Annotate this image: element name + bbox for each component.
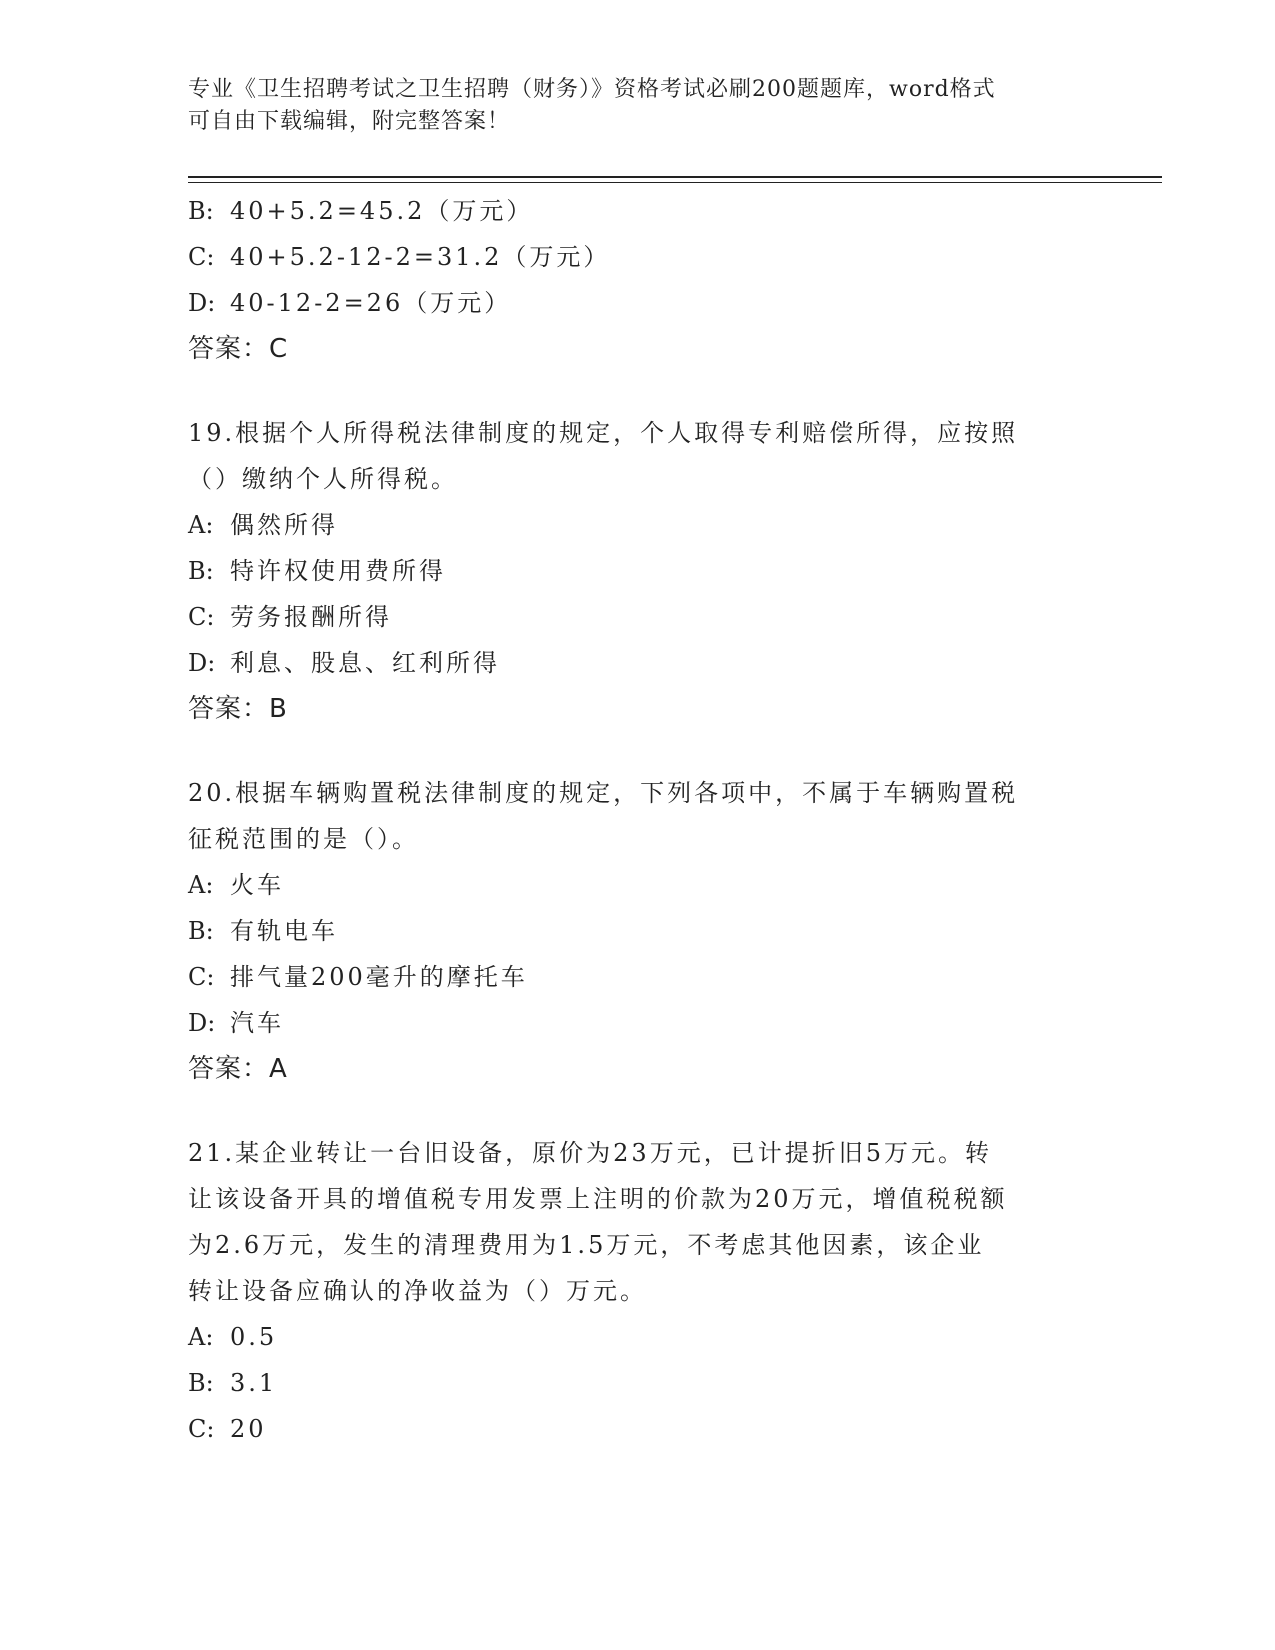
option-a bbox=[188, 1314, 1088, 1360]
stem-line: 19.根据个人所得税法律制度的规定，个人取得专利赔偿所得，应按照 bbox=[188, 419, 1019, 447]
option-label: A: bbox=[188, 1323, 214, 1351]
document-body bbox=[188, 188, 1088, 1452]
header-rule-thick bbox=[188, 176, 1162, 178]
stem-line: 转让设备应确认的净收益为（）万元。 bbox=[188, 1277, 647, 1305]
option-text: 排气量200毫升的摩托车 bbox=[230, 963, 528, 991]
question-19 bbox=[188, 410, 1088, 732]
option-label: C: bbox=[188, 603, 215, 631]
question-20 bbox=[188, 770, 1088, 1092]
option-text: 0.5 bbox=[230, 1323, 278, 1351]
option-text: 利息、股息、红利所得 bbox=[230, 649, 500, 677]
option-label: B: bbox=[188, 917, 214, 945]
option-text: 40+5.2=45.2（万元） bbox=[230, 197, 534, 225]
option-c bbox=[188, 594, 1088, 640]
stem-line: 征税范围的是（）。 bbox=[188, 825, 419, 853]
option-d bbox=[188, 640, 1088, 686]
option-label: C: bbox=[188, 1415, 215, 1443]
question-stem bbox=[188, 410, 1088, 502]
option-label: B: bbox=[188, 1369, 214, 1397]
header-line-2: 可自由下载编辑，附完整答案！ bbox=[188, 109, 511, 134]
option-a bbox=[188, 502, 1088, 548]
question-stem bbox=[188, 1130, 1088, 1314]
option-label: C: bbox=[188, 963, 215, 991]
option-label: D: bbox=[188, 1009, 216, 1037]
option-label: B: bbox=[188, 197, 214, 225]
question-stem bbox=[188, 770, 1088, 862]
option-label: B: bbox=[188, 557, 214, 585]
option-text: 40+5.2-12-2=31.2（万元） bbox=[230, 243, 611, 271]
option-label: A: bbox=[188, 511, 214, 539]
option-text: 偶然所得 bbox=[230, 511, 338, 539]
option-d bbox=[188, 280, 1088, 326]
carry-over-block bbox=[188, 188, 1088, 372]
option-label: A: bbox=[188, 871, 214, 899]
option-c bbox=[188, 1406, 1088, 1452]
option-text: 20 bbox=[230, 1415, 267, 1443]
option-b bbox=[188, 1360, 1088, 1406]
option-b bbox=[188, 548, 1088, 594]
stem-line: 让该设备开具的增值税专用发票上注明的价款为20万元，增值税税额 bbox=[188, 1185, 1008, 1213]
option-c bbox=[188, 954, 1088, 1000]
option-c bbox=[188, 234, 1088, 280]
option-b bbox=[188, 188, 1088, 234]
option-label: D: bbox=[188, 649, 216, 677]
option-text: 汽车 bbox=[230, 1009, 284, 1037]
option-text: 有轨电车 bbox=[230, 917, 338, 945]
option-b bbox=[188, 908, 1088, 954]
option-text: 40-12-2=26（万元） bbox=[230, 289, 512, 317]
answer-line: 答案：A bbox=[188, 1054, 288, 1084]
option-text: 3.1 bbox=[230, 1369, 278, 1397]
option-text: 劳务报酬所得 bbox=[230, 603, 392, 631]
document-header bbox=[188, 74, 1078, 138]
question-21 bbox=[188, 1130, 1088, 1452]
answer-line: 答案：B bbox=[188, 694, 288, 724]
stem-line: （）缴纳个人所得税。 bbox=[188, 465, 458, 493]
stem-line: 21.某企业转让一台旧设备，原价为23万元，已计提折旧5万元。转 bbox=[188, 1139, 992, 1167]
option-label: D: bbox=[188, 289, 216, 317]
option-text: 火车 bbox=[230, 871, 284, 899]
answer-line: 答案：C bbox=[188, 334, 289, 364]
stem-line: 20.根据车辆购置税法律制度的规定，下列各项中，不属于车辆购置税 bbox=[188, 779, 1019, 807]
option-label: C: bbox=[188, 243, 215, 271]
option-text: 特许权使用费所得 bbox=[230, 557, 446, 585]
header-rule-thin bbox=[188, 182, 1162, 183]
option-d bbox=[188, 1000, 1088, 1046]
option-a bbox=[188, 862, 1088, 908]
header-line-1: 专业《卫生招聘考试之卫生招聘（财务）》资格考试必刷200题题库，word格式 bbox=[188, 77, 996, 102]
stem-line: 为2.6万元，发生的清理费用为1.5万元，不考虑其他因素，该企业 bbox=[188, 1231, 985, 1259]
